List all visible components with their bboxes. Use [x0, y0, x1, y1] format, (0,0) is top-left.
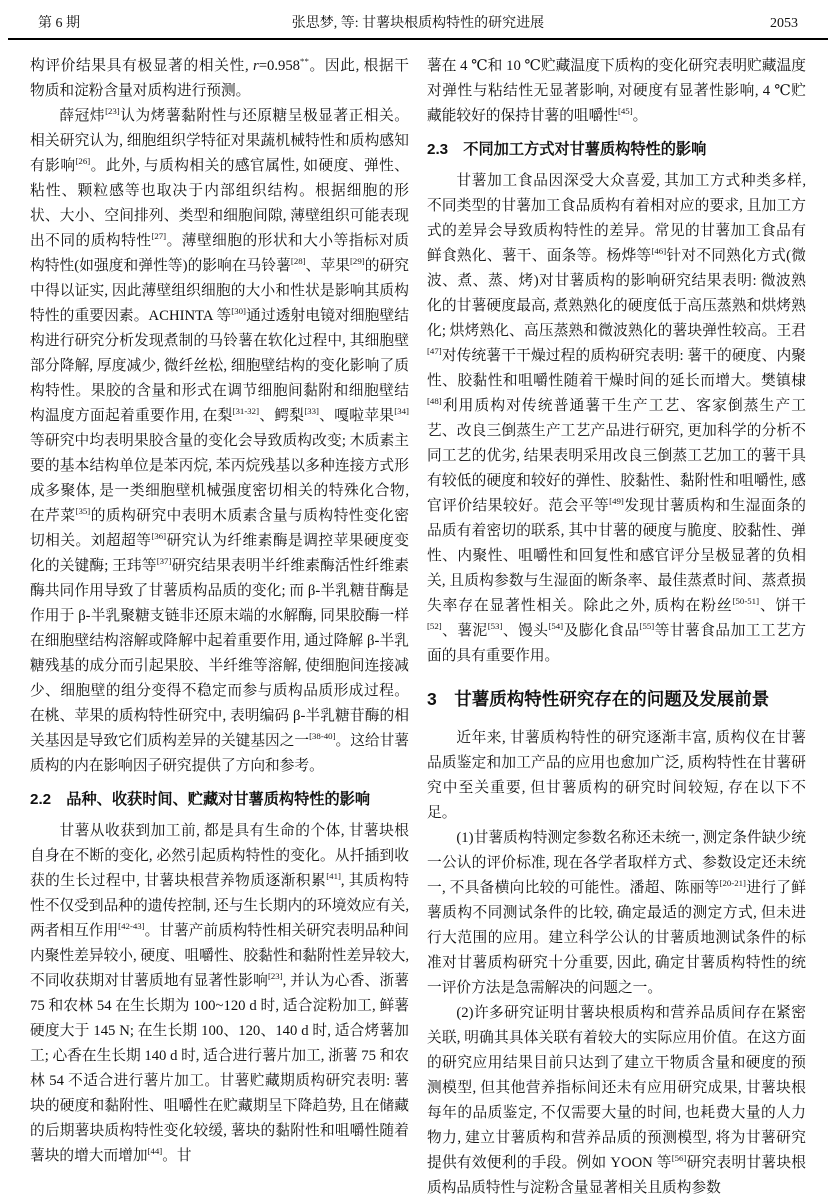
section-heading: 3 甘薯质构特性研究存在的问题及发展前景	[427, 689, 770, 709]
issue-label: 第 6 期	[38, 16, 80, 31]
column-right	[427, 54, 806, 1196]
paragraph: 薯在 4 ℃和 10 ℃贮藏温度下质构的变化研究表明贮藏温度对弹性与粘结性无显著影响, 对硬度有显著性影响, 4 ℃贮藏能较好的保持甘薯的咀嚼性[45]。	[427, 58, 806, 124]
paragraph: 构评价结果具有极显著的相关性, r=0.958**。因此, 根据干物质和淀粉含量对质构进行预测。	[30, 56, 409, 99]
paragraph: 薛冠炜[23]认为烤薯黏附性与还原糖呈极显著正相关。相关研究认为, 细胞组织学特征对果蔬机械特性和质构感知有影响[26]。此外, 与质构相关的感官属性, 如硬度、弹性、粘性、颗粒感等也取决于内部组织结构。根据细胞的形状、大小、空间排列、类型和细胞间隙, 薄壁组织可能表现出不同的质构特性[27]。薄壁细胞的形状和大小等指标对质构特性(如强度和弹性等)的影响在马铃薯[28]、苹果[29]的研究中得以证实, 因此薄壁组织细胞的大小和性状是影响其质构特性的重要因素。ACHINTA 等[30]通过透射电镜对细胞壁结构进行研究分析发现煮制的马铃薯在软化过程中, 其细胞壁部分降解, 厚度减少, 微纤丝松, 细胞壁结构的变化影响了质构特性。果胶的含量和形式在调节细胞间黏附和细胞壁结构温度方面起着重要作用, 在梨[31-32]、鳄梨[33]、嘎啦苹果[34]等研究中均表明果胶含量的变化会导致质构改变; 木质素主要的基本结构单位是苯丙烷, 苯丙烷残基以多种连接方式形成多聚体, 是一类细胞壁机械强度密切相关的特殊化合物, 在芹菜[35]的质构研究中表明木质素含量与质构特性变化密切相关。刘超超等[36]研究认为纤维素酶是调控苹果硬度变化的关键酶; 王玮等[37]研究结果表明半纤维素酶活性纤维素酶共同作用导致了甘薯质构品质的变化; 而 β-半乳糖苷酶是作用于 β-半乳聚糖支链非还原末端的水解酶, 同果胶酶一样在细胞壁结构溶解或降解中起着重要作用, 通过降解 β-半乳糖残基的成分而引起果胶、半纤维等溶解, 使细胞间连接减少、细胞壁的组分变得不稳定而参与质构品质形成过程。在桃、苹果的质构特性研究中, 表明编码 β-半乳糖苷酶的相关基因是导致它们质构差异的关键基因之一[38-40]。这给甘薯质构的内在影响因子研究提供了方向和参考。	[30, 106, 409, 774]
paragraph: 甘薯加工食品因深受大众喜爱, 其加工方式种类多样, 不同类型的甘薯加工食品质构有着相对应的要求, 且加工方式的差异会导致质构特性的差异。常见的甘薯加工食品有鲜食熟化、薯干、面条等。杨烨等[46]针对不同熟化方式(微波、煮、蒸、烤)对甘薯质构的影响研究结果表明: 微波熟化的甘薯硬度最高, 煮熟熟化的硬度低于高压蒸熟和烘烤熟化; 烘烤熟化、高压蒸熟和微波熟化的薯块弹性较高。王君[47]对传统薯干干燥过程的质构研究表明: 薯干的硬度、内聚性、胶黏性和咀嚼性随着干燥时间的延长而增大。樊镇棣[48]利用质构对传统普通薯干生产工艺、客家倒蒸生产工艺、改良三倒蒸生产工艺产品进行研究, 更加科学的分析不同工艺的优劣, 结果表明采用改良三倒蒸工艺加工的薯干具有较低的硬度和较好的弹性、胶黏性、黏附性和咀嚼性, 感官评价结果较好。范会平等[49]发现甘薯质构和生湿面条的品质有着密切的联系, 其中甘薯的硬度与脆度、胶黏性、弹性、内聚性、咀嚼性和回复性和感官评分呈极显著的负相关, 且质构参数与生湿面的断条率、最佳蒸煮时间、蒸煮损失率存在显著性相关。除此之外, 质构在粉丝[50-51]、饼干[52]、薯泥[53]、馒头[54]及膨化食品[55]等甘薯食品加工工艺方面的具有重要作用。	[427, 173, 806, 664]
paragraph: 甘薯从收获到加工前, 都是具有生命的个体, 甘薯块根自身在不断的变化, 必然引起质构特性的变化。从扦插到收获的生长过程中, 甘薯块根营养物质逐渐积累[41], 其质构特性不仅受到品种的遗传控制, 还与生长期内的环境效应有关, 两者相互作用[42-43]。甘薯产前质构特性相关研究表明品种间内聚性差异较小, 硬度、咀嚼性、胶黏性和黏附性差异较大, 不同收获期对甘薯质地有显著性影响[23], 并认为心香、浙薯 75 和农林 54 在生长期为 100~120 d 时, 适合淀粉加工, 鲜薯硬度大于 145 N; 在生长期 100、120、140 d 时, 适合烤薯加工; 心香在生长期 140 d 时, 适合进行薯片加工, 浙薯 75 和农林 54 不适合进行薯片加工。甘薯贮藏期质构研究表明: 薯块的硬度和黏附性、咀嚼性在贮藏期呈下降趋势, 且在储藏的后期薯块质构特性变化较缓, 薯块的黏附性和咀嚼性随着薯块的增大而增加[44]。甘	[30, 823, 409, 1164]
running-title: 张思梦, 等: 甘薯块根质构特性的研究进展	[291, 16, 545, 31]
subsection-heading: 2.2 品种、收获时间、贮藏对甘薯质构特性的影响	[30, 791, 371, 808]
subsection-heading: 2.3 不同加工方式对甘薯质构特性的影响	[427, 141, 707, 158]
running-head	[8, 0, 828, 40]
column-left	[30, 54, 409, 1196]
two-column-body	[0, 40, 836, 1196]
page-number: 2053	[770, 16, 798, 31]
paragraph: (1)甘薯质构特测定参数名称还未统一, 测定条件缺少统一公认的评价标准, 现在各学者取样方式、参数设定还未统一, 不具备横向比较的可能性。潘超、陈丽等[20-21]进行了鲜薯质构不同测试条件的比较, 确定最适的测定方式, 但未进行大范围的应用。建立科学公认的甘薯质地测试条件的标准对甘薯质构研究十分重要, 因此, 确定甘薯质构特性的统一评价方法是急需解决的问题之一。	[427, 830, 806, 996]
paragraph: 近年来, 甘薯质构特性的研究逐渐丰富, 质构仪在甘薯品质鉴定和加工产品的应用也愈加广泛, 质构特性在甘薯研究中至关重要, 但甘薯质构的研究时间较短, 存在以下不足。	[427, 730, 806, 821]
paragraph: (2)许多研究证明甘薯块根质构和营养品质间存在紧密关联, 明确其具体关联有着较大的实际应用价值。在这方面的研究应用结果目前只达到了建立干物质含量和硬度的预测模型, 但其他营养指标间还未有应用研究成果, 甘薯块根每年的品质鉴定, 不仅需要大量的时间, 也耗费大量的人力物力, 建立甘薯质构和营养品质的预测模型, 将为甘薯研究提供有效便利的手段。例如 YOON 等[56]研究表明甘薯块根质构品质特性与淀粉含量显著相关且质构参数	[427, 1005, 806, 1196]
